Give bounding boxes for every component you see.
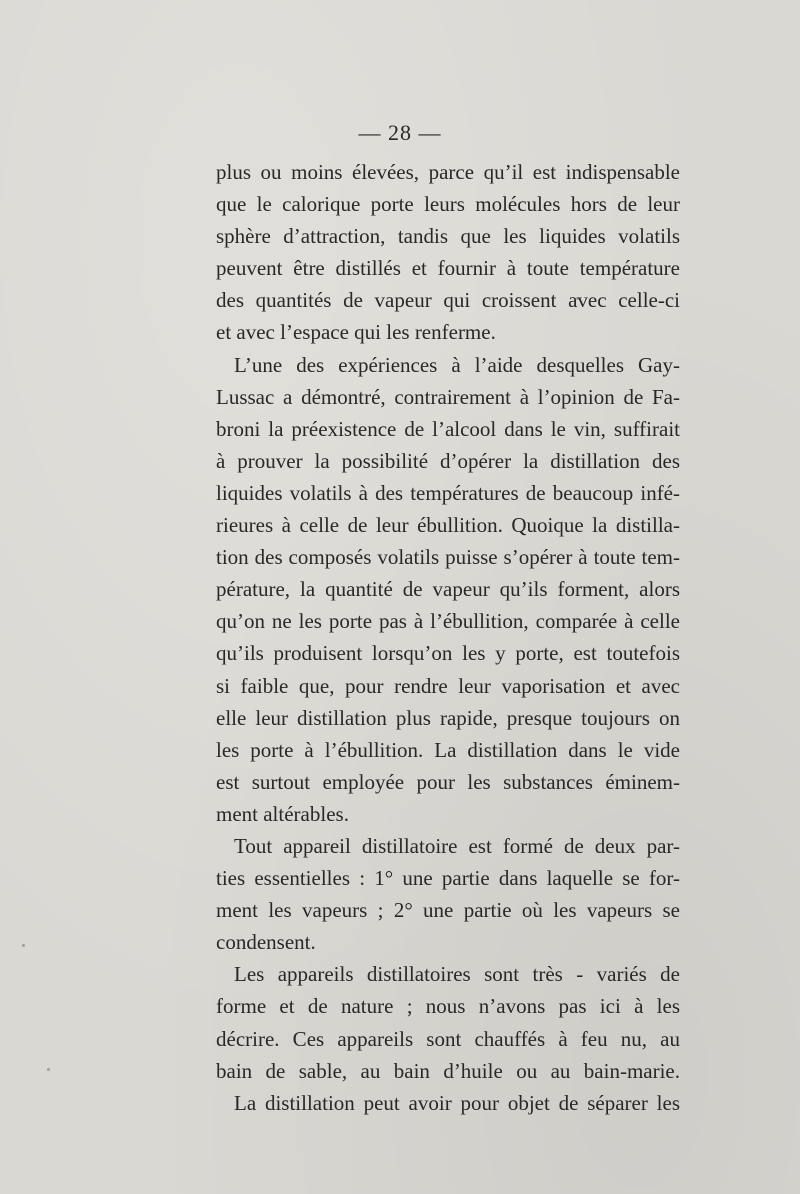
paper-speck <box>22 944 25 947</box>
text-line: broni la préexistence de l’alcool dans le vin, suffirait <box>216 416 680 441</box>
text-line: L’une des expériences à l’aide desquelles Gay- <box>234 352 680 377</box>
text-line: est surtout employée pour les substances éminem- <box>216 769 680 794</box>
text-line: tion des composés volatils puisse s’opérer à toute tem- <box>216 545 680 570</box>
text-line: liquides volatils à des températures de beaucoup infé- <box>216 480 680 505</box>
text-line: La distillation peut avoir pour objet de séparer les <box>234 1090 680 1115</box>
text-line: Lussac a démontré, contrairement à l’opinion de Fa- <box>216 384 680 409</box>
paper-speck <box>47 1068 50 1071</box>
text-line: qu’on ne les porte pas à l’ébullition, comparée à celle <box>216 609 680 634</box>
page-number: — 28 — <box>358 120 442 145</box>
text-line: ties essentielles : 1° une partie dans laquelle se for- <box>216 866 680 891</box>
text-line: pérature, la quantité de vapeur qu’ils forment, alors <box>216 577 680 602</box>
text-line: rieures à celle de leur ébullition. Quoique la distilla- <box>216 513 680 538</box>
text-line: et avec l’espace qui les renferme. <box>216 320 496 345</box>
text-line: ment les vapeurs ; 2° une partie où les vapeurs se <box>216 898 680 923</box>
text-line: bain de sable, au bain d’huile ou au bain-marie. <box>216 1058 680 1083</box>
text-line: que le calorique porte leurs molécules hors de leur <box>216 192 680 217</box>
text-line: ment altérables. <box>216 801 349 826</box>
text-line: Les appareils distillatoires sont très - variés de <box>234 962 680 987</box>
text-line: à prouver la possibilité d’opérer la distillation des <box>216 448 680 473</box>
text-line: décrire. Ces appareils sont chauffés à feu nu, au <box>216 1026 680 1051</box>
text-line: des quantités de vapeur qui croissent avec celle-ci <box>216 288 680 313</box>
text-line: qu’ils produisent lorsqu’on les y porte, est toutefois <box>216 641 680 666</box>
text-line: Tout appareil distillatoire est formé de deux par- <box>234 833 680 858</box>
text-line: sphère d’attraction, tandis que les liquides volatils <box>216 224 680 249</box>
paper-speck <box>576 297 579 300</box>
text-line: forme et de nature ; nous n’avons pas ici à les <box>216 994 680 1019</box>
text-line: plus ou moins élevées, parce qu’il est indispensable <box>216 160 680 184</box>
text-line: condensent. <box>216 930 316 955</box>
text-line: elle leur distillation plus rapide, presque toujours on <box>216 705 680 730</box>
text-line: les porte à l’ébullition. La distillation dans le vide <box>216 737 680 762</box>
text-line: peuvent être distillés et fournir à toute température <box>216 256 680 281</box>
body-text <box>216 156 680 1119</box>
text-line: si faible que, pour rendre leur vaporisation et avec <box>216 673 680 698</box>
